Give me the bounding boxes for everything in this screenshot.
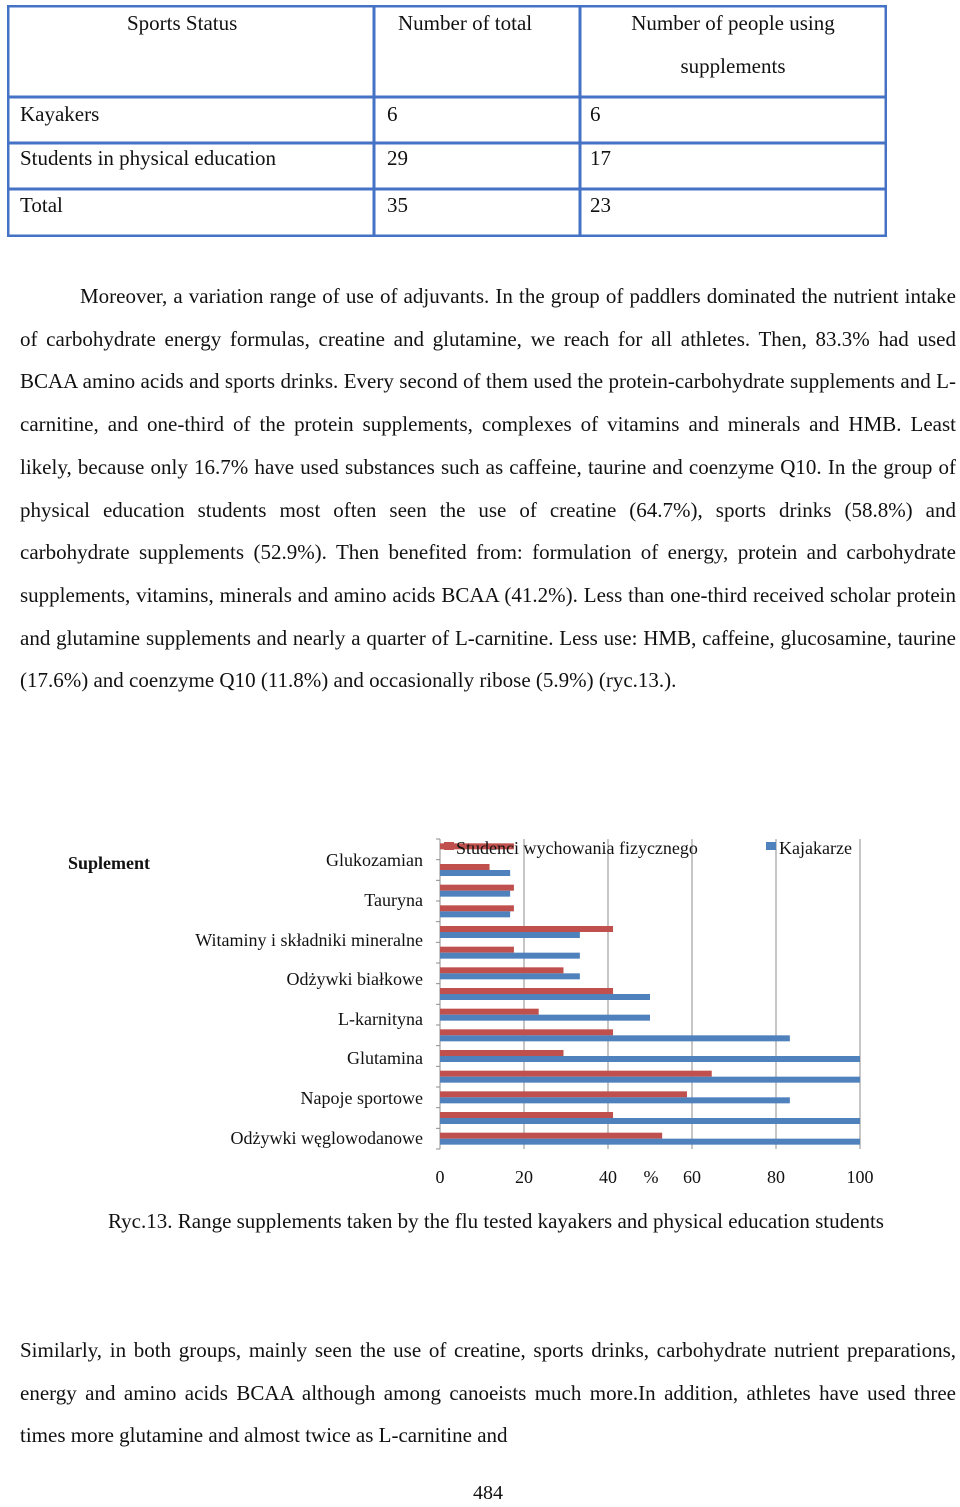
- bar-kajakarze: [440, 1077, 860, 1083]
- bar-studenci: [440, 926, 613, 932]
- bar-kajakarze: [440, 932, 580, 938]
- legend-swatch-kajakarze: [766, 842, 776, 850]
- category-label: Glukozamian: [326, 850, 423, 870]
- x-tick-label: 0: [435, 1167, 445, 1187]
- table-cell-total-using: 23: [590, 193, 611, 217]
- x-tick-label: 60: [683, 1167, 701, 1187]
- table-cell-students: Students in physical education: [20, 146, 277, 170]
- table-cell-total: Total: [20, 193, 63, 217]
- body-paragraph-1: Moreover, a variation range of use of adjuvants. In the group of paddlers dominated the nutrient intake of carbohydrate energy formulas, creatine and glutamine, we reach for all athletes. Then, 83.3% had used BCAA amino acids and sports drinks. Every second of them used the protein-carbohydrate supplements and L-carnitine, and one-third of the protein supplements, complexes of vitamins and minerals and HMB. Least likely, because only 16.7% have used substances such as caffeine, taurine and coenzyme Q10. In the group of physical education students most often seen the use of creatine (64.7%), sports drinks (58.8%) and carbohydrate supplements (52.9%). Then benefited from: formulation of energy, protein and carbohydrate supplements, vitamins, minerals and amino acids BCAA (41.2%). Less than one-third received scholar protein and glutamine supplements and nearly a quarter of L-carnitine. Less use: HMB, caffeine, glucosamine, taurine (17.6%) and coenzyme Q10 (11.8%) and occasionally ribose (5.9%) (ryc.13.).: [20, 284, 956, 693]
- table-cell-kayakers: Kayakers: [20, 102, 100, 126]
- bar-kajakarze: [440, 1118, 860, 1124]
- bar-kajakarze: [440, 1015, 650, 1021]
- figure-caption: Ryc.13. Range supplements taken by the flu tested kayakers and physical education students: [108, 1209, 884, 1233]
- category-label: Glutamina: [347, 1048, 423, 1068]
- category-label: Napoje sportowe: [300, 1088, 423, 1108]
- x-tick-label: 100: [846, 1167, 874, 1187]
- body-paragraph-2: Similarly, in both groups, mainly seen the use of creatine, sports drinks, carbohydrate nutrient preparations, energy and amino acids BCAA although among canoeists much more.In addition, athletes have used three times more glutamine and almost twice as L-carnitine and: [20, 1338, 956, 1448]
- bar-kajakarze: [440, 1097, 790, 1103]
- bar-studenci: [440, 947, 514, 953]
- bar-kajakarze: [440, 973, 580, 979]
- bar-studenci: [440, 905, 514, 911]
- page-number: 484: [473, 1482, 503, 1504]
- bar-kajakarze: [440, 1139, 860, 1145]
- bar-studenci: [440, 1091, 687, 1097]
- category-label: Witaminy i składniki mineralne: [195, 930, 423, 950]
- bar-studenci: [440, 1133, 662, 1139]
- bar-kajakarze: [440, 1035, 790, 1041]
- bar-kajakarze: [440, 911, 510, 917]
- bar-studenci: [440, 864, 490, 870]
- bar-kajakarze: [440, 994, 650, 1000]
- table-cell-kayakers-using: 6: [590, 102, 601, 126]
- bar-kajakarze: [440, 953, 580, 959]
- x-tick-label: 40: [599, 1167, 617, 1187]
- legend-swatch-studenci: [444, 842, 454, 850]
- x-axis-label: %: [643, 1167, 659, 1187]
- bar-studenci: [440, 1050, 563, 1056]
- category-label: Odżywki białkowe: [286, 969, 423, 989]
- table-header-number-total: Number of total: [398, 11, 533, 35]
- category-label: L-karnityna: [338, 1009, 423, 1029]
- table-cell-students-total: 29: [387, 146, 408, 170]
- supplement-users-table: [7, 5, 887, 237]
- table-header-sports-status: Sports Status: [127, 11, 238, 35]
- table-cell-kayakers-total: 6: [387, 102, 398, 126]
- x-tick-label: 80: [767, 1167, 785, 1187]
- category-label: Tauryna: [364, 890, 423, 910]
- bar-kajakarze: [440, 1056, 860, 1062]
- bar-studenci: [440, 988, 613, 994]
- legend-label-kajakarze: Kajakarze: [779, 838, 852, 858]
- bar-studenci: [440, 1112, 613, 1118]
- bar-studenci: [440, 1029, 613, 1035]
- table-header-number-using: Number of people using supplements: [631, 11, 835, 78]
- supplement-chart: [0, 825, 960, 1195]
- bar-studenci: [440, 1009, 539, 1015]
- table-cell-total-total: 35: [387, 193, 408, 217]
- chart-svg: [0, 825, 960, 1195]
- bar-kajakarze: [440, 870, 510, 876]
- x-tick-label: 20: [515, 1167, 533, 1187]
- bar-studenci: [440, 967, 563, 973]
- bar-studenci: [440, 885, 514, 891]
- legend-label-studenci: Studenci wychowania fizycznego: [456, 838, 698, 858]
- table-cell-students-using: 17: [590, 146, 611, 170]
- category-label: Odżywki węglowodanowe: [230, 1128, 423, 1148]
- bar-kajakarze: [440, 891, 510, 897]
- axis-title: Suplement: [68, 853, 151, 873]
- bar-studenci: [440, 1071, 712, 1077]
